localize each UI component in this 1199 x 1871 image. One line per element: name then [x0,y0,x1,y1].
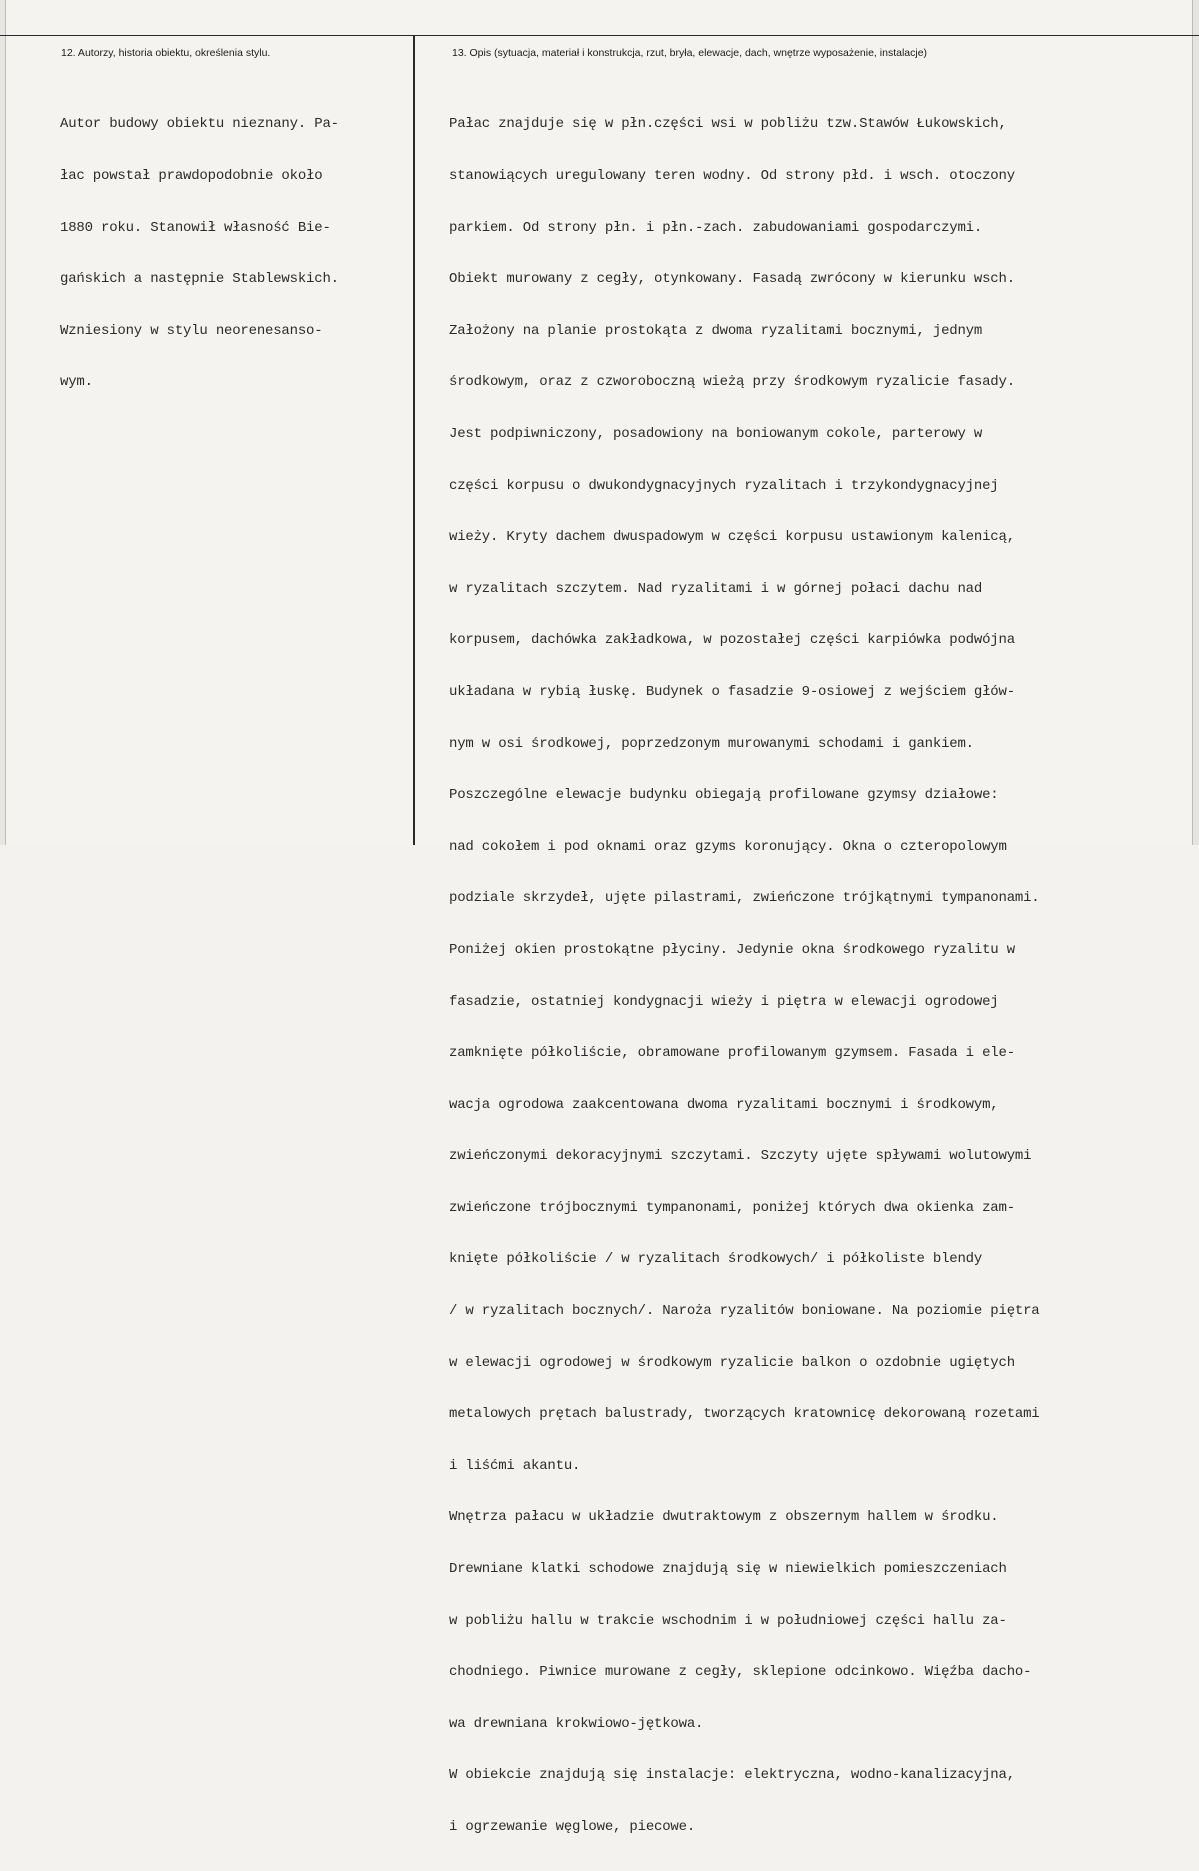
text-line: wieży. Kryty dachem dwuspadowym w części korpusu ustawionym kalenicą, [449,529,1015,546]
text-line: wym. [60,374,93,391]
text-line: i ogrzewanie węglowe, piecowe. [449,1819,696,1835]
text-line: chodniego. Piwnice murowane z cegły, sklepione odcinkowo. Więźba dacho- [449,1664,1032,1681]
text-line: wa drewniana krokwiowo-jętkowa. [449,1715,704,1732]
text-line: zamknięte półkoliście, obramowane profilowanym gzymsem. Fasada i ele- [449,1045,1015,1062]
text-line: knięte półkoliście / w ryzalitach środkowych/ i półkoliste blendy [449,1251,983,1268]
text-line: łac powstał prawdopodobnie około [60,168,323,184]
text-line: w ryzalitach szczytem. Nad ryzalitami i w górnej połaci dachu nad [449,580,983,597]
text-line: układana w rybią łuskę. Budynek o fasadzie 9-osiowej z wejściem głów- [449,683,1015,700]
text-line: Drewniane klatki schodowe znajdują się w niewielkich pomieszczeniach [449,1561,1007,1578]
text-line: zwieńczone trójbocznymi tympanonami, poniżej których dwa okienka zam- [449,1199,1015,1216]
text-line: w elewacji ogrodowej w środkowym ryzalicie balkon o ozdobnie ugiętych [449,1354,1015,1371]
section-13-header: 13. Opis (sytuacja, materiał i konstrukcja, rzut, bryła, elewacje, dach, wnętrze wyposażenie, instalacje) [452,47,928,59]
section-13-text [449,82,1040,1871]
text-line: w pobliżu hallu w trakcie wschodnim i w południowej części hallu za- [449,1612,1007,1629]
text-line: wacja ogrodowa zaakcentowana dwoma ryzalitami bocznymi i środkowym, [449,1096,999,1113]
right-page-edge [1192,0,1199,845]
text-line: 1880 roku. Stanowił własność Bie- [60,219,331,236]
text-line: gańskich a następnie Stablewskich. [60,271,339,288]
text-line: Poniżej okien prostokątne płyciny. Jedynie okna środkowego ryzalitu w [449,941,1015,958]
section-12-header: 12. Autorzy, historia obiektu, określenia stylu. [61,47,271,59]
text-line: Założony na planie prostokąta z dwoma ryzalitami bocznymi, jednym [449,322,983,339]
section-12-text [60,82,339,426]
text-line: stanowiących uregulowany teren wodny. Od strony płd. i wsch. otoczony [449,168,1015,184]
text-line: metalowych prętach balustrady, tworzących kratownicę dekorowaną rozetami [449,1406,1040,1423]
text-line: nad cokołem i pod oknami oraz gzyms koronujący. Okna o czteropolowym [449,838,1007,855]
text-line: części korpusu o dwukondygnacyjnych ryzalitach i trzykondygnacyjnej [449,477,999,494]
text-line: Autor budowy obiektu nieznany. Pa- [60,116,339,133]
text-line: korpusem, dachówka zakładkowa, w pozostałej części karpiówka podwójna [449,632,1015,649]
text-line: Obiekt murowany z cegły, otynkowany. Fasadą zwrócony w kierunku wsch. [449,271,1015,288]
text-line: zwieńczonymi dekoracyjnymi szczytami. Szczyty ujęte spływami wolutowymi [449,1148,1032,1165]
text-line: Jest podpiwniczony, posadowiony na boniowanym cokole, parterowy w [449,425,983,442]
text-line: / w ryzalitach bocznych/. Naroża ryzalitów boniowane. Na poziomie piętra [449,1303,1040,1320]
text-line: parkiem. Od strony płn. i płn.-zach. zabudowaniami gospodarczymi. [449,219,983,236]
text-line: Poszczególne elewacje budynku obiegają profilowane gzymsy działowe: [449,787,999,804]
text-line: Wnętrza pałacu w układzie dwutraktowym z obszernym hallem w środku. [449,1509,999,1526]
text-line: i liśćmi akantu. [449,1457,581,1474]
text-line: nym w osi środkowej, poprzedzonym murowanymi schodami i gankiem. [449,735,974,752]
column-divider [413,36,415,845]
text-line: środkowym, oraz z czworoboczną wieżą przy środkowym ryzalicie fasady. [449,374,1015,391]
text-line: W obiekcie znajdują się instalacje: elektryczna, wodno-kanalizacyjna, [449,1767,1015,1784]
text-line: Pałac znajduje się w płn.części wsi w pobliżu tzw.Stawów Łukowskich, [449,116,1007,133]
text-line: podziale skrzydeł, ujęte pilastrami, zwieńczone trójkątnymi tympanonami. [449,890,1040,907]
text-line: fasadzie, ostatniej kondygnacji wieży i piętra w elewacji ogrodowej [449,993,999,1010]
top-rule [0,0,1199,36]
left-page-edge [0,0,6,845]
text-line: Wzniesiony w stylu neorenesanso- [60,322,323,339]
